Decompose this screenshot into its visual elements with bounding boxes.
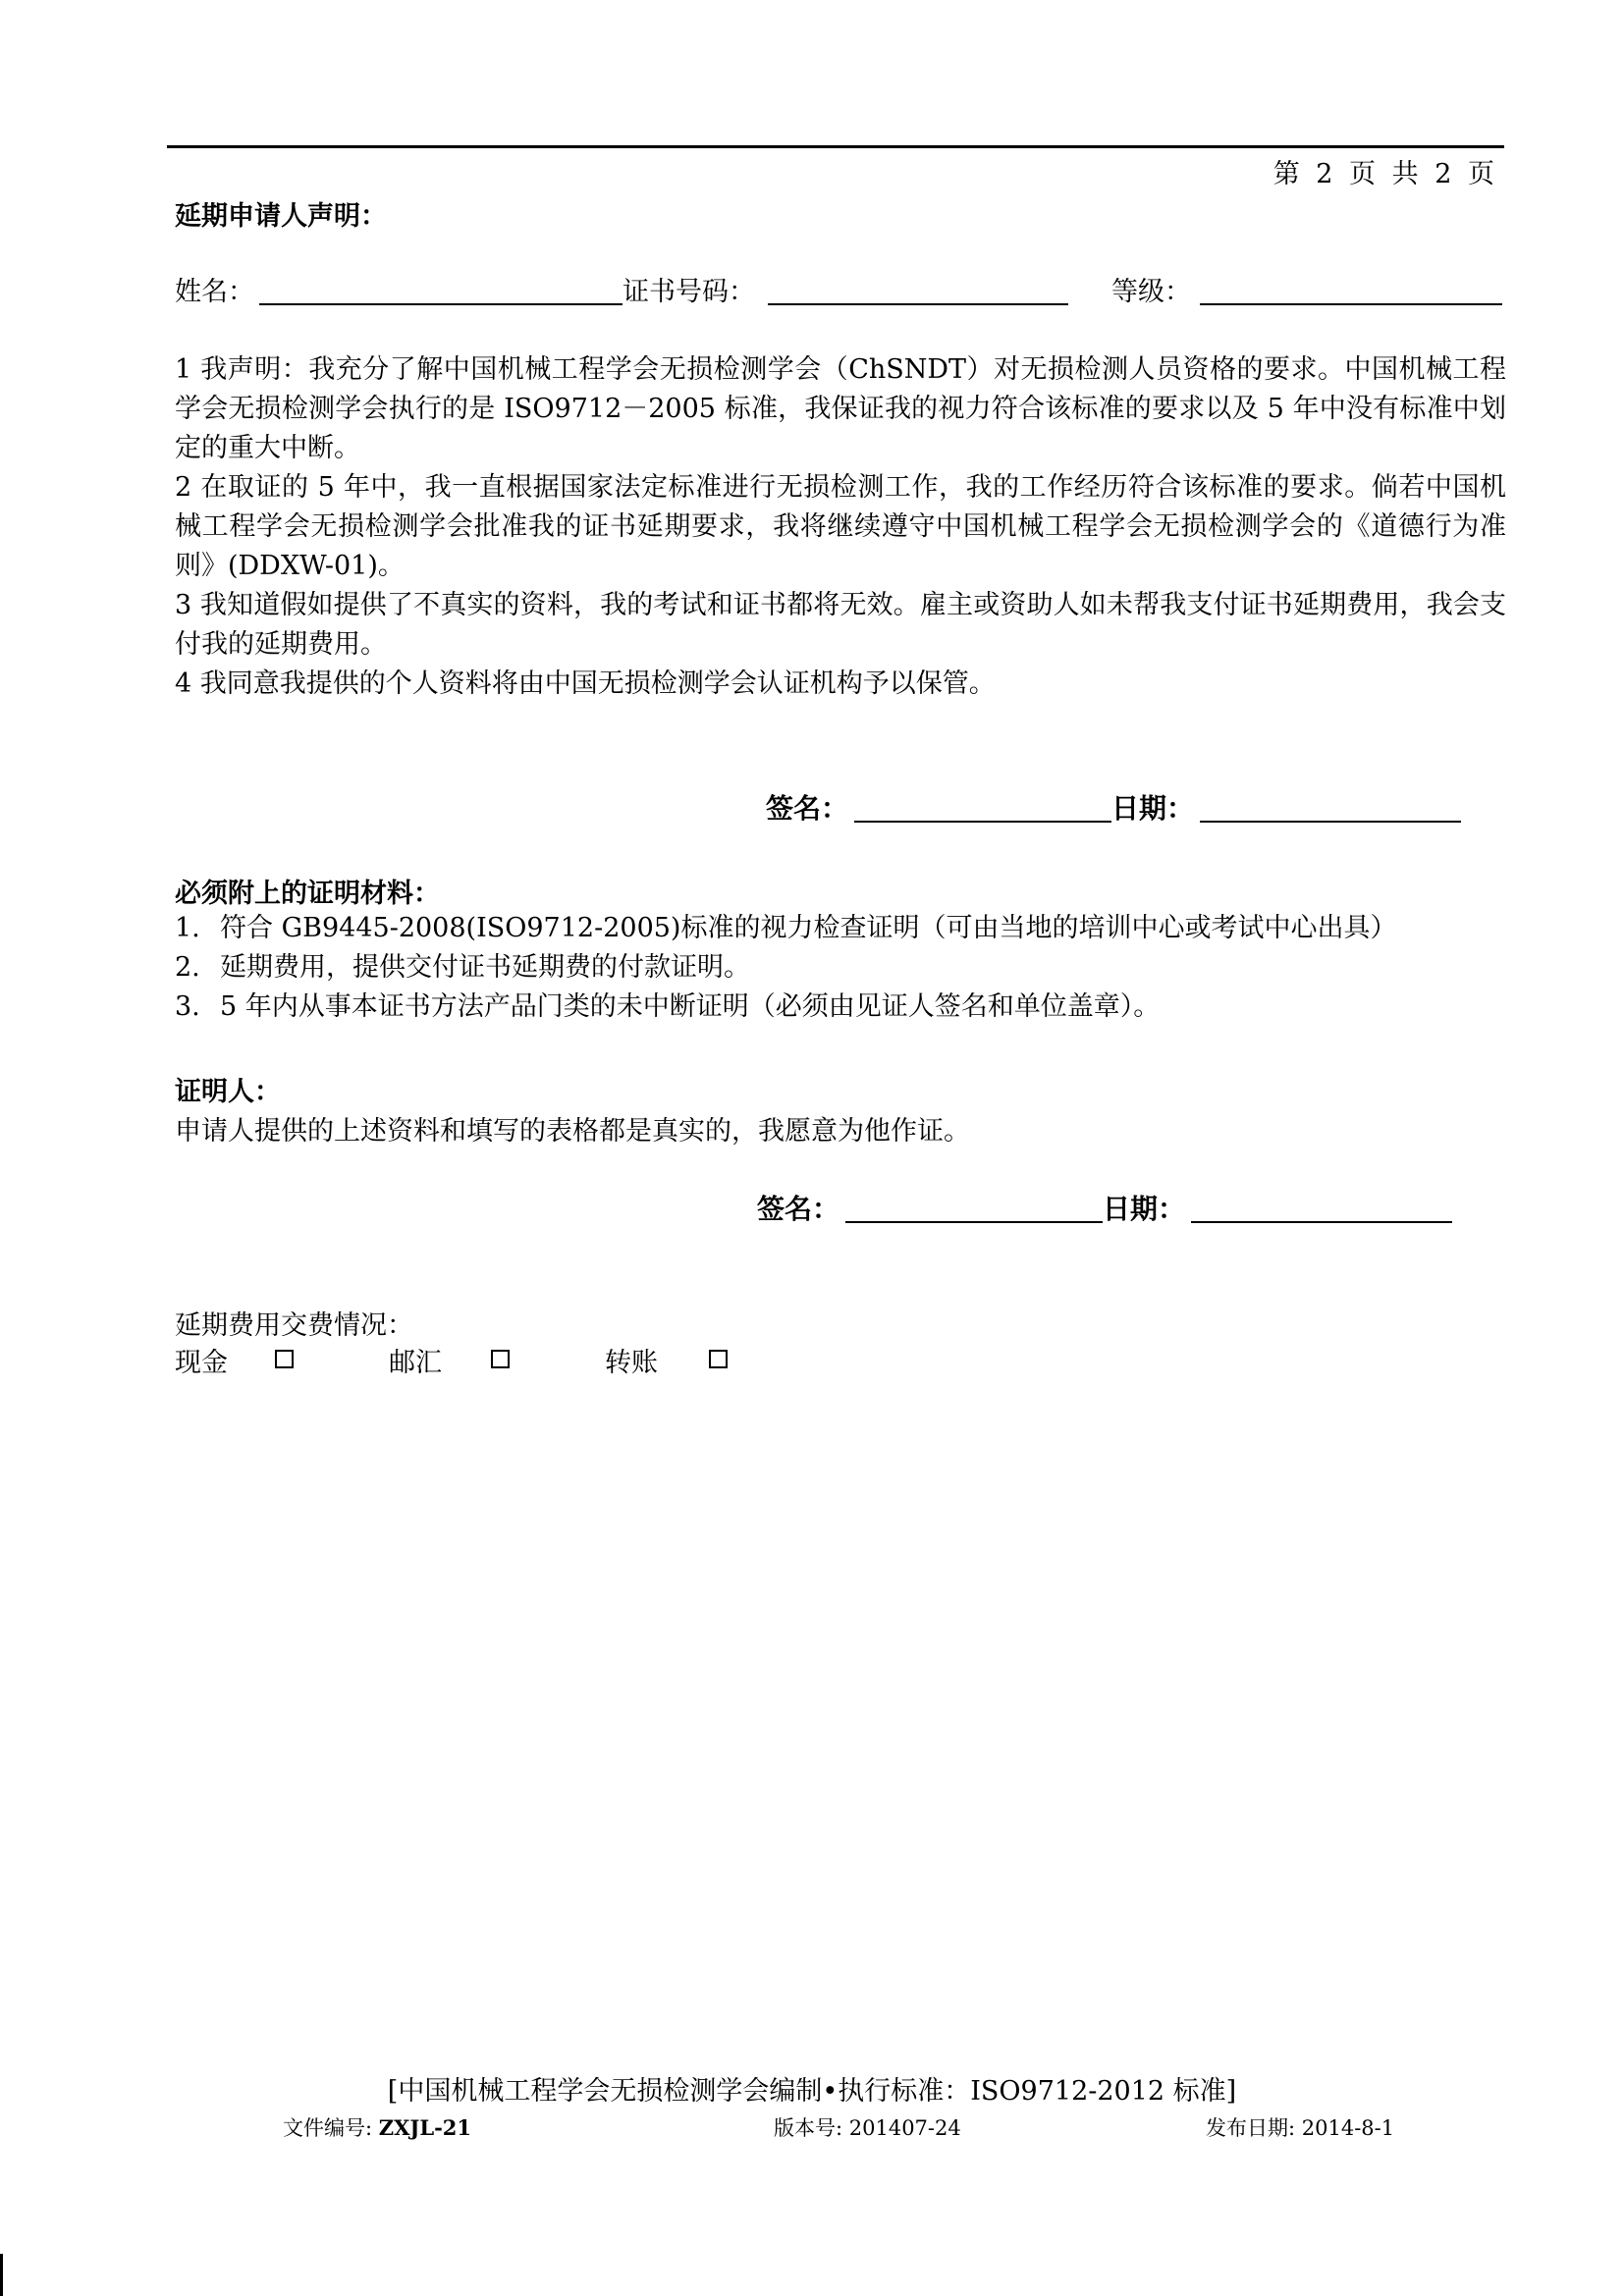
applicant-date-label: 日期：	[1111, 792, 1195, 825]
grade-label: 等级：	[1111, 277, 1191, 307]
footer-doc-number	[283, 2112, 471, 2142]
list-item-text: 5 年内从事本证书方法产品门类的未中断证明（必须由见证人签名和单位盖章）。	[220, 991, 1161, 1022]
doc-number-value: ZXJL-21	[378, 2115, 472, 2140]
list-item-number: 3.	[175, 991, 200, 1022]
applicant-heading: 延期申请人声明：	[175, 201, 387, 232]
grade-field[interactable]	[1200, 303, 1502, 305]
footer-version: 版本号: 201407-24	[774, 2116, 961, 2140]
list-item-text: 符合 GB9445-2008(ISO9712-2005)标准的视力检查证明（可由当地的培训中心或考试中心出具）	[220, 913, 1397, 943]
witness-date-field[interactable]	[1191, 1221, 1452, 1223]
declaration-item: 3 我知道假如提供了不真实的资料，我的考试和证书都将无效。雇主或资助人如未帮我支付证书延期费用，我会支付我的延期费用。	[175, 590, 1506, 660]
witness-statement: 申请人提供的上述资料和填写的表格都是真实的，我愿意为他作证。	[175, 1116, 970, 1147]
list-item-number: 2.	[175, 952, 200, 983]
name-label: 姓名：	[175, 277, 254, 307]
header-rule	[167, 145, 1504, 148]
footer-release-date: 发布日期: 2014-8-1	[1206, 2116, 1395, 2140]
name-field[interactable]	[259, 303, 623, 305]
list-item-text: 延期费用，提供交付证书延期费的付款证明。	[220, 952, 750, 983]
witness-signature-row	[757, 1188, 1464, 1227]
declaration-item: 4 我同意我提供的个人资料将由中国无损检测学会认证机构予以保管。	[175, 668, 996, 699]
payment-option-transfer-label: 转账	[605, 1348, 658, 1378]
page-indicator: 第 2 页 共 2 页	[1272, 159, 1498, 189]
declaration-block	[175, 350, 1506, 704]
applicant-date-field[interactable]	[1200, 821, 1461, 823]
witness-sign-field[interactable]	[845, 1221, 1103, 1223]
doc-number-label: 文件编号:	[283, 2116, 373, 2140]
payment-option-postal-label: 邮汇	[389, 1348, 442, 1378]
payment-heading: 延期费用交费情况：	[175, 1310, 413, 1341]
declaration-item: 2 在取证的 5 年中，我一直根据国家法定标准进行无损检测工作，我的工作经历符合该标准的要求。倘若中国机械工程学会无损检测学会批准我的证书延期要求，我将继续遵守中国机械工程学会无损检测学会的《道德行为准则》(DDXW-01)。	[175, 472, 1506, 581]
applicant-sign-label: 签名：	[766, 792, 849, 825]
page-edge-mark	[0, 2254, 3, 2296]
cert-number-label: 证书号码：	[623, 277, 755, 307]
declaration-item: 1 我声明：我充分了解中国机械工程学会无损检测学会（ChSNDT）对无损检测人员资格的要求。中国机械工程学会无损检测学会执行的是 ISO9712－2005 标准，我保证我的视力符合该标准的要求以及 5 年中没有标准中划定的重大中断。	[175, 354, 1506, 463]
payment-option-cash-label: 现金	[175, 1348, 228, 1378]
applicant-fields	[175, 270, 1502, 309]
witness-date-label: 日期：	[1103, 1193, 1186, 1225]
witness-sign-label: 签名：	[757, 1193, 840, 1225]
cert-number-field[interactable]	[768, 303, 1068, 305]
witness-heading: 证明人：	[175, 1077, 281, 1107]
applicant-sign-field[interactable]	[854, 821, 1111, 823]
applicant-signature-row	[766, 787, 1473, 827]
footer-title: [中国机械工程学会无损检测学会编制•执行标准：ISO9712-2012 标准]	[387, 2076, 1237, 2107]
list-item-number: 1.	[175, 913, 200, 943]
materials-heading: 必须附上的证明材料：	[175, 879, 440, 909]
